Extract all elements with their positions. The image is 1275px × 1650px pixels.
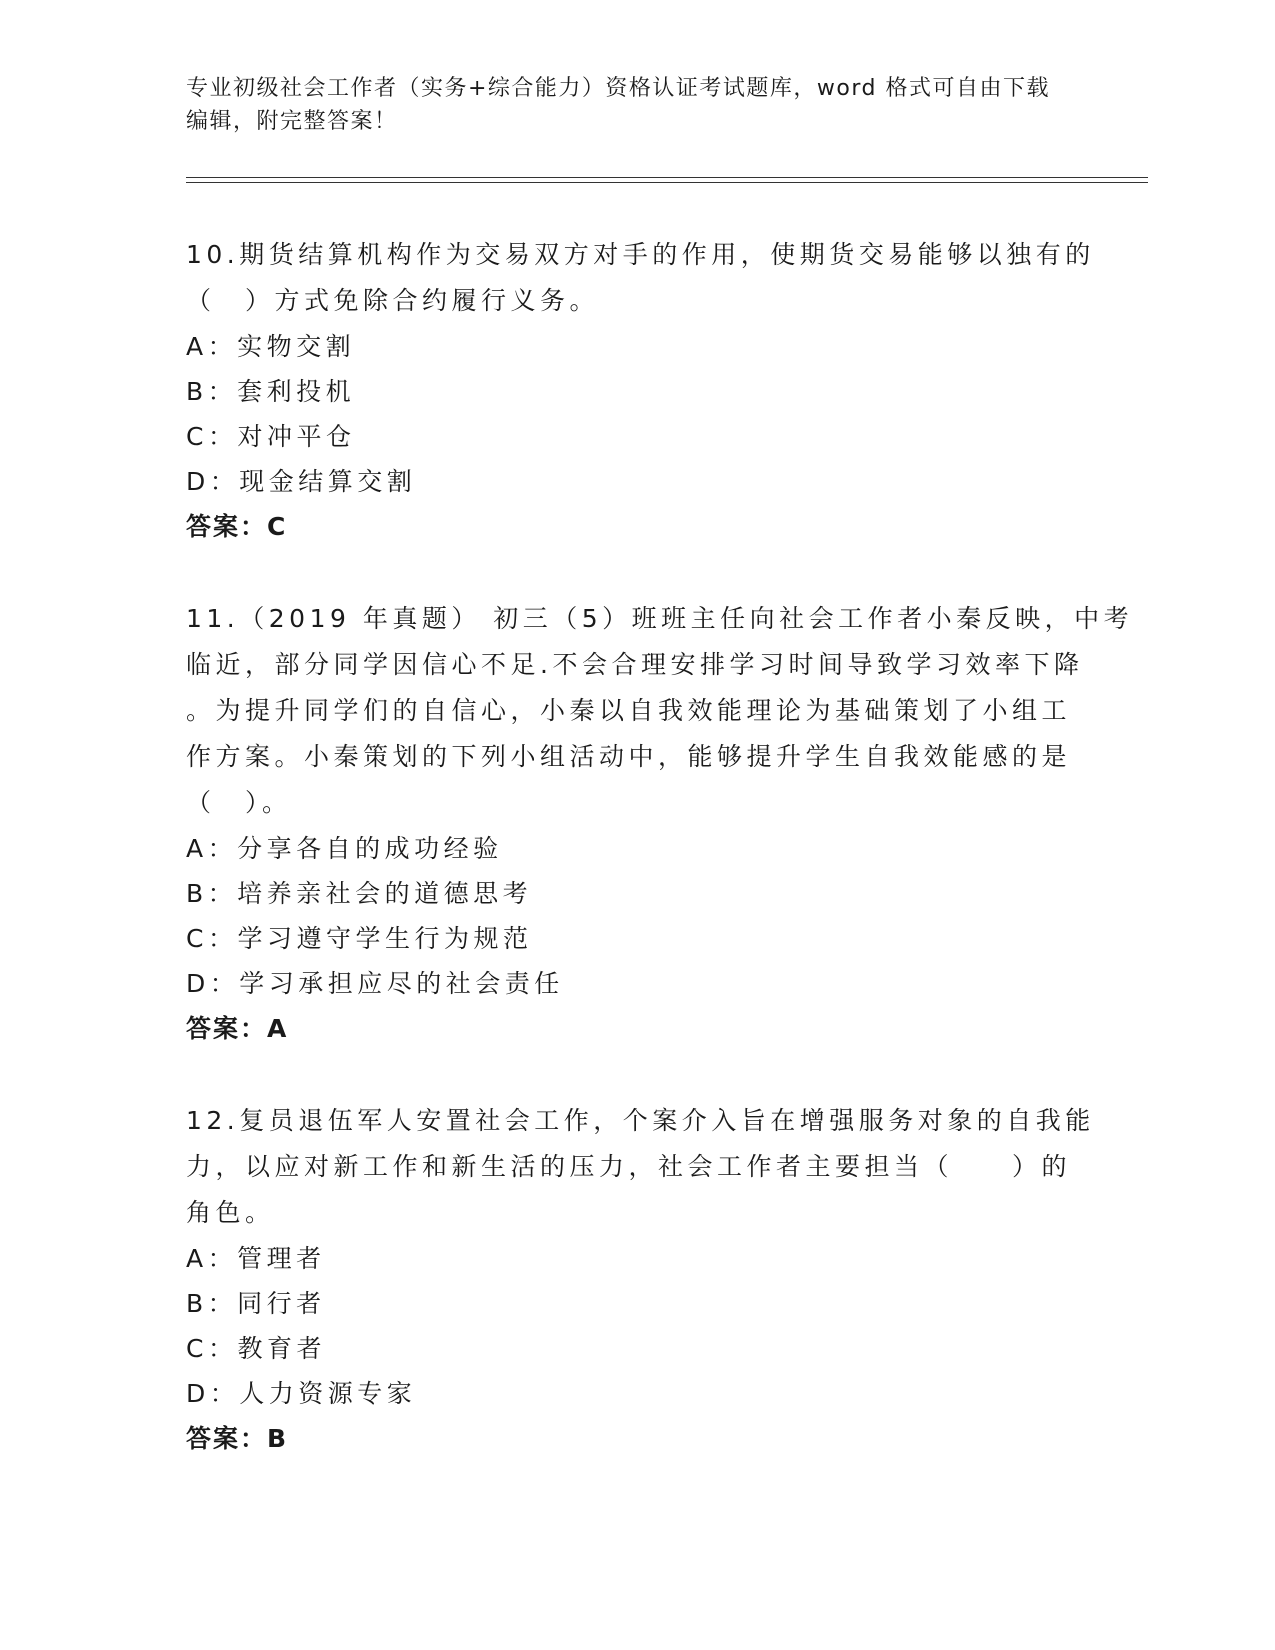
header-title-line-2: 编辑，附完整答案！ bbox=[186, 109, 398, 134]
stem-line: （ ）方式免除合约履行义务。 bbox=[186, 286, 600, 315]
option-a: A：管理者 bbox=[186, 1244, 326, 1273]
stem-line: 作方案。小秦策划的下列小组活动中，能够提升学生自我效能感的是 bbox=[186, 742, 1072, 771]
stem-line: 11.（2019 年真题） 初三（5）班班主任向社会工作者小秦反映，中考 bbox=[186, 604, 1134, 633]
option-b: B：套利投机 bbox=[186, 377, 356, 406]
question-stem bbox=[186, 232, 1095, 324]
stem-line: （ ）。 bbox=[186, 788, 292, 817]
option-c: C：对冲平仓 bbox=[186, 422, 356, 451]
option-list bbox=[186, 1236, 1066, 1416]
header-title-line-1: 专业初级社会工作者（实务+综合能力）资格认证考试题库，word 格式可自由下载 bbox=[186, 76, 1051, 101]
header-divider-bottom bbox=[186, 182, 1148, 183]
question-12 bbox=[186, 1098, 1095, 1462]
option-a: A：分享各自的成功经验 bbox=[186, 834, 503, 863]
option-b: B：同行者 bbox=[186, 1289, 326, 1318]
answer-label: 答案：B bbox=[186, 1424, 289, 1453]
stem-line: 12.复员退伍军人安置社会工作，个案介入旨在增强服务对象的自我能 bbox=[186, 1106, 1095, 1135]
stem-line: 。为提升同学们的自信心，小秦以自我效能理论为基础策划了小组工 bbox=[186, 696, 1072, 725]
question-stem bbox=[186, 1098, 1095, 1236]
option-c: C：教育者 bbox=[186, 1334, 326, 1363]
stem-line: 10.期货结算机构作为交易双方对手的作用，使期货交易能够以独有的 bbox=[186, 240, 1095, 269]
option-list bbox=[186, 826, 1066, 1006]
question-10 bbox=[186, 232, 1095, 550]
document-header bbox=[186, 72, 1086, 138]
option-d: D：学习承担应尽的社会责任 bbox=[186, 969, 564, 998]
question-stem bbox=[186, 596, 1134, 826]
answer-label: 答案：A bbox=[186, 1014, 289, 1043]
option-d: D：现金结算交割 bbox=[186, 467, 417, 496]
stem-line: 角色。 bbox=[186, 1198, 275, 1227]
option-d: D：人力资源专家 bbox=[186, 1379, 417, 1408]
stem-line: 力，以应对新工作和新生活的压力，社会工作者主要担当（ ）的 bbox=[186, 1152, 1072, 1181]
header-divider-top bbox=[186, 177, 1148, 178]
option-list bbox=[186, 324, 1066, 504]
option-c: C：学习遵守学生行为规范 bbox=[186, 924, 533, 953]
stem-line: 临近，部分同学因信心不足.不会合理安排学习时间导致学习效率下降 bbox=[186, 650, 1084, 679]
option-b: B：培养亲社会的道德思考 bbox=[186, 879, 533, 908]
question-11 bbox=[186, 596, 1134, 1052]
answer-label: 答案：C bbox=[186, 512, 288, 541]
option-a: A：实物交割 bbox=[186, 332, 356, 361]
